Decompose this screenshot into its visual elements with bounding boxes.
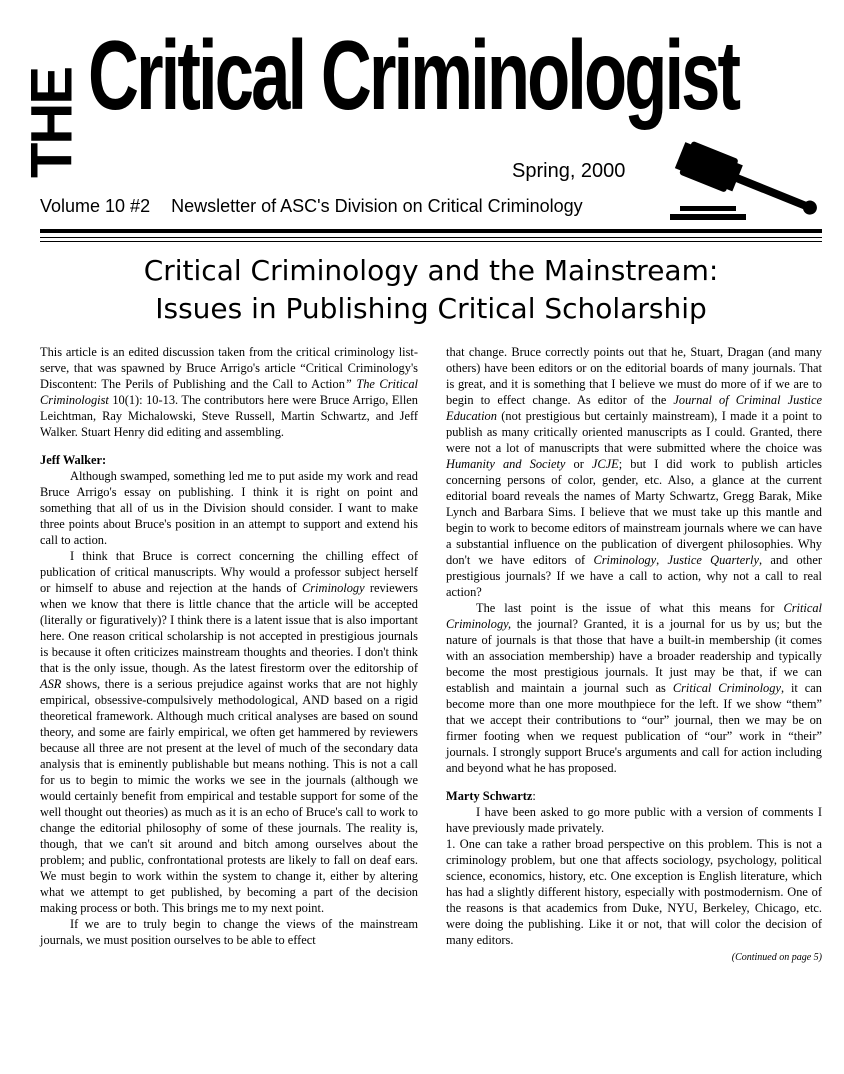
- intro-text-c: 10(1): 10-13. The contributors here were Bruce Arrigo, Ellen Leichtman, Ray Michalowski, Steve Russell, Martin Schwartz, and Jeff Walker. Stuart Henry did editing and assembling.: [40, 393, 418, 439]
- schwartz-colon: :: [532, 789, 536, 803]
- right-p2-e: , it can become more than one more mouthpiece for the left. If we show “them” that we accept their contributions to “our” journal, then we may be on firmer footing when we request publication of “our” work in “their” journals. I strongly support Bruce's arguments and call for action including and beyond what he has proposed.: [446, 681, 823, 775]
- masthead: [0, 0, 844, 230]
- right-p1-h: Criminology: [593, 553, 657, 567]
- walker-heading: Jeff Walker:: [40, 453, 107, 467]
- the-text: THE: [19, 68, 85, 178]
- walker-paragraph-4: [446, 344, 822, 600]
- right-p2-b: Critical Criminology,: [446, 601, 822, 631]
- right-p1-e: or: [565, 457, 592, 471]
- article-headline: [40, 252, 822, 328]
- left-column: [40, 344, 418, 948]
- schwartz-paragraph-2: 1. One can take a rather broad perspective on this problem. This is not a criminology problem, but one that affects sociology, psychology, political science, economics, history, etc. One exception is English literature, which has had a slightly different history, especially with postmodernism. One of the reasons is that academics from Duke, NYU, Berkeley, Chicago, etc. were doing the publishing. Like it or not, that will color the decision of many editors.: [446, 837, 822, 947]
- walker-p2-b: Criminology: [301, 581, 365, 595]
- right-p1-j: Justice Quarterly: [667, 553, 759, 567]
- walker-p2-d: ASR: [40, 677, 62, 691]
- walker-p2-e: shows, there is a serious prejudice against works that are not highly empirical, obsessive-compulsively methodological, AND based on a rigid theoretical framework. Although much critical analyses are based on sound theory, and some are fairly empirical, we often get hammered by reviewers because all three are not present at the level of much of the secondary data analysis that is eminently publishable but means nothing. This is not a call for us to begin to mimic the works we see in the journals (although we would certainly benefit from empirical and testable support for some of the well thought out theories) as much as it is an echo of Bruce's call to work to change the editorial philosophy of some of these journals. The reality is, though, that we can't sit around and bitch among ourselves about the problem; and public, confrontational protests are likely to fall on deaf ears. We must begin to work within the system to change it, either by altering what we attempt to get published, by becoming a part of the decision making process or both. This brings me to my next point.: [40, 677, 418, 915]
- right-p1-k: , and other prestigious journals? If we have a call to action, why not a call to real action?: [446, 553, 822, 599]
- newsletter-title: Critical Criminologist: [88, 20, 739, 130]
- continued-note: (Continued on page 5): [731, 952, 822, 963]
- right-p1-i: ,: [656, 553, 668, 567]
- schwartz-heading: [446, 788, 822, 804]
- right-p2-d: Critical Criminology: [672, 681, 781, 695]
- schwartz-paragraph-1: I have been asked to go more public with a version of comments I have previously made privately.: [446, 805, 822, 835]
- intro-text-a: This article is an edited discussion taken from the critical criminology list-serve, that was spawned by Bruce Arrigo's article “Critical Criminology's Discontent: The Perils of Publishing and the Call to Action: [40, 345, 418, 391]
- right-p2-a: The last point is the issue of what this means for: [476, 601, 784, 615]
- walker-paragraph-3: If we are to truly begin to change the views of the mainstream journals, we must position ourselves to be able to effect: [40, 917, 418, 947]
- walker-p2-a: I think that Bruce is correct concerning the chilling effect of publication of critical manuscripts. Why would a professor subject herself or himself to abuse and rejection at the hands of: [40, 549, 418, 595]
- headline-line-1: Critical Criminology and the Mainstream:: [143, 254, 719, 287]
- right-p1-b: Journal of Criminal Justice Education: [446, 393, 823, 423]
- right-column: [446, 344, 822, 966]
- right-p1-a: that change. Bruce correctly points out that he, Stuart, Dragan (and many others) have been editors or on the editorial boards of many journals. That is great, and it is something that I believe we must do more of if we are to begin to effect change. As editor of the: [446, 345, 822, 407]
- headline-line-2: Issues in Publishing Critical Scholarship: [155, 292, 707, 325]
- right-p1-d: Humanity and Society: [446, 457, 566, 471]
- walker-paragraph-1: Although swamped, something led me to put aside my work and read Bruce Arrigo's essay on publishing. I think it is right on point and something that all of us in the Division should consider. I want to make three points about Bruce's position in an attempt to support and extend his call to action.: [40, 469, 418, 547]
- volume-line: [40, 196, 583, 217]
- issue-date: Spring, 2000: [512, 160, 626, 182]
- masthead-rule-thin-2: [40, 241, 822, 242]
- walker-p2-c: reviewers when we know that there is little chance that the article will be accepted (literally or figuratively)? I think there is a latent issue that is also important here. One reason critical scholarship is not accepted in prestigious journals is because it often criticizes mainstream thoughts and theories. I don't think that is the only issue, though. As the latest firestorm over the editorship of: [40, 581, 418, 675]
- newsletter-subtitle: Newsletter of ASC's Division on Critical Criminology: [171, 196, 583, 216]
- masthead-rule-thin: [40, 237, 822, 238]
- masthead-rule-thick: [40, 229, 822, 233]
- masthead-the: [19, 48, 85, 198]
- right-p1-g: ; but I did work to publish articles concerning persons of color, gender, etc. Also, a glance at the current editorial board reveals the names of Marty Schwartz, Gregg Barak, Mike Lynch and Barbara Sims. I believe that we must take up this mantle and begin to work to become editors of mainstream journals where we can have a substantial influence on the publication of divergent philosophies. Why don't we have editors of: [446, 457, 822, 567]
- walker-paragraph-5: [446, 600, 822, 776]
- right-p2-c: the journal? Granted, it is a journal for us by us; but the nature of journals is that those that have a built-in membership (it comes with an association membership) have a broader readership and typically become the most prestigious journals. It just may be that, if we can establish and maintain a journal such as: [446, 617, 822, 695]
- intro-paragraph: [40, 344, 418, 440]
- right-p1-f: JCJE: [591, 457, 619, 471]
- schwartz-name: Marty Schwartz: [446, 789, 533, 803]
- intro-citation: ” The Critical Criminologist: [40, 377, 418, 407]
- right-p1-c: (not prestigious but certainly mainstream), I made it a point to publish as many critically oriented manuscripts as I could. Granted, there were not a lot of manuscripts that were submitted where the choice was: [446, 409, 822, 455]
- volume-number: Volume 10 #2: [40, 196, 151, 216]
- walker-paragraph-2: [40, 548, 418, 916]
- gavel-icon: [662, 126, 832, 226]
